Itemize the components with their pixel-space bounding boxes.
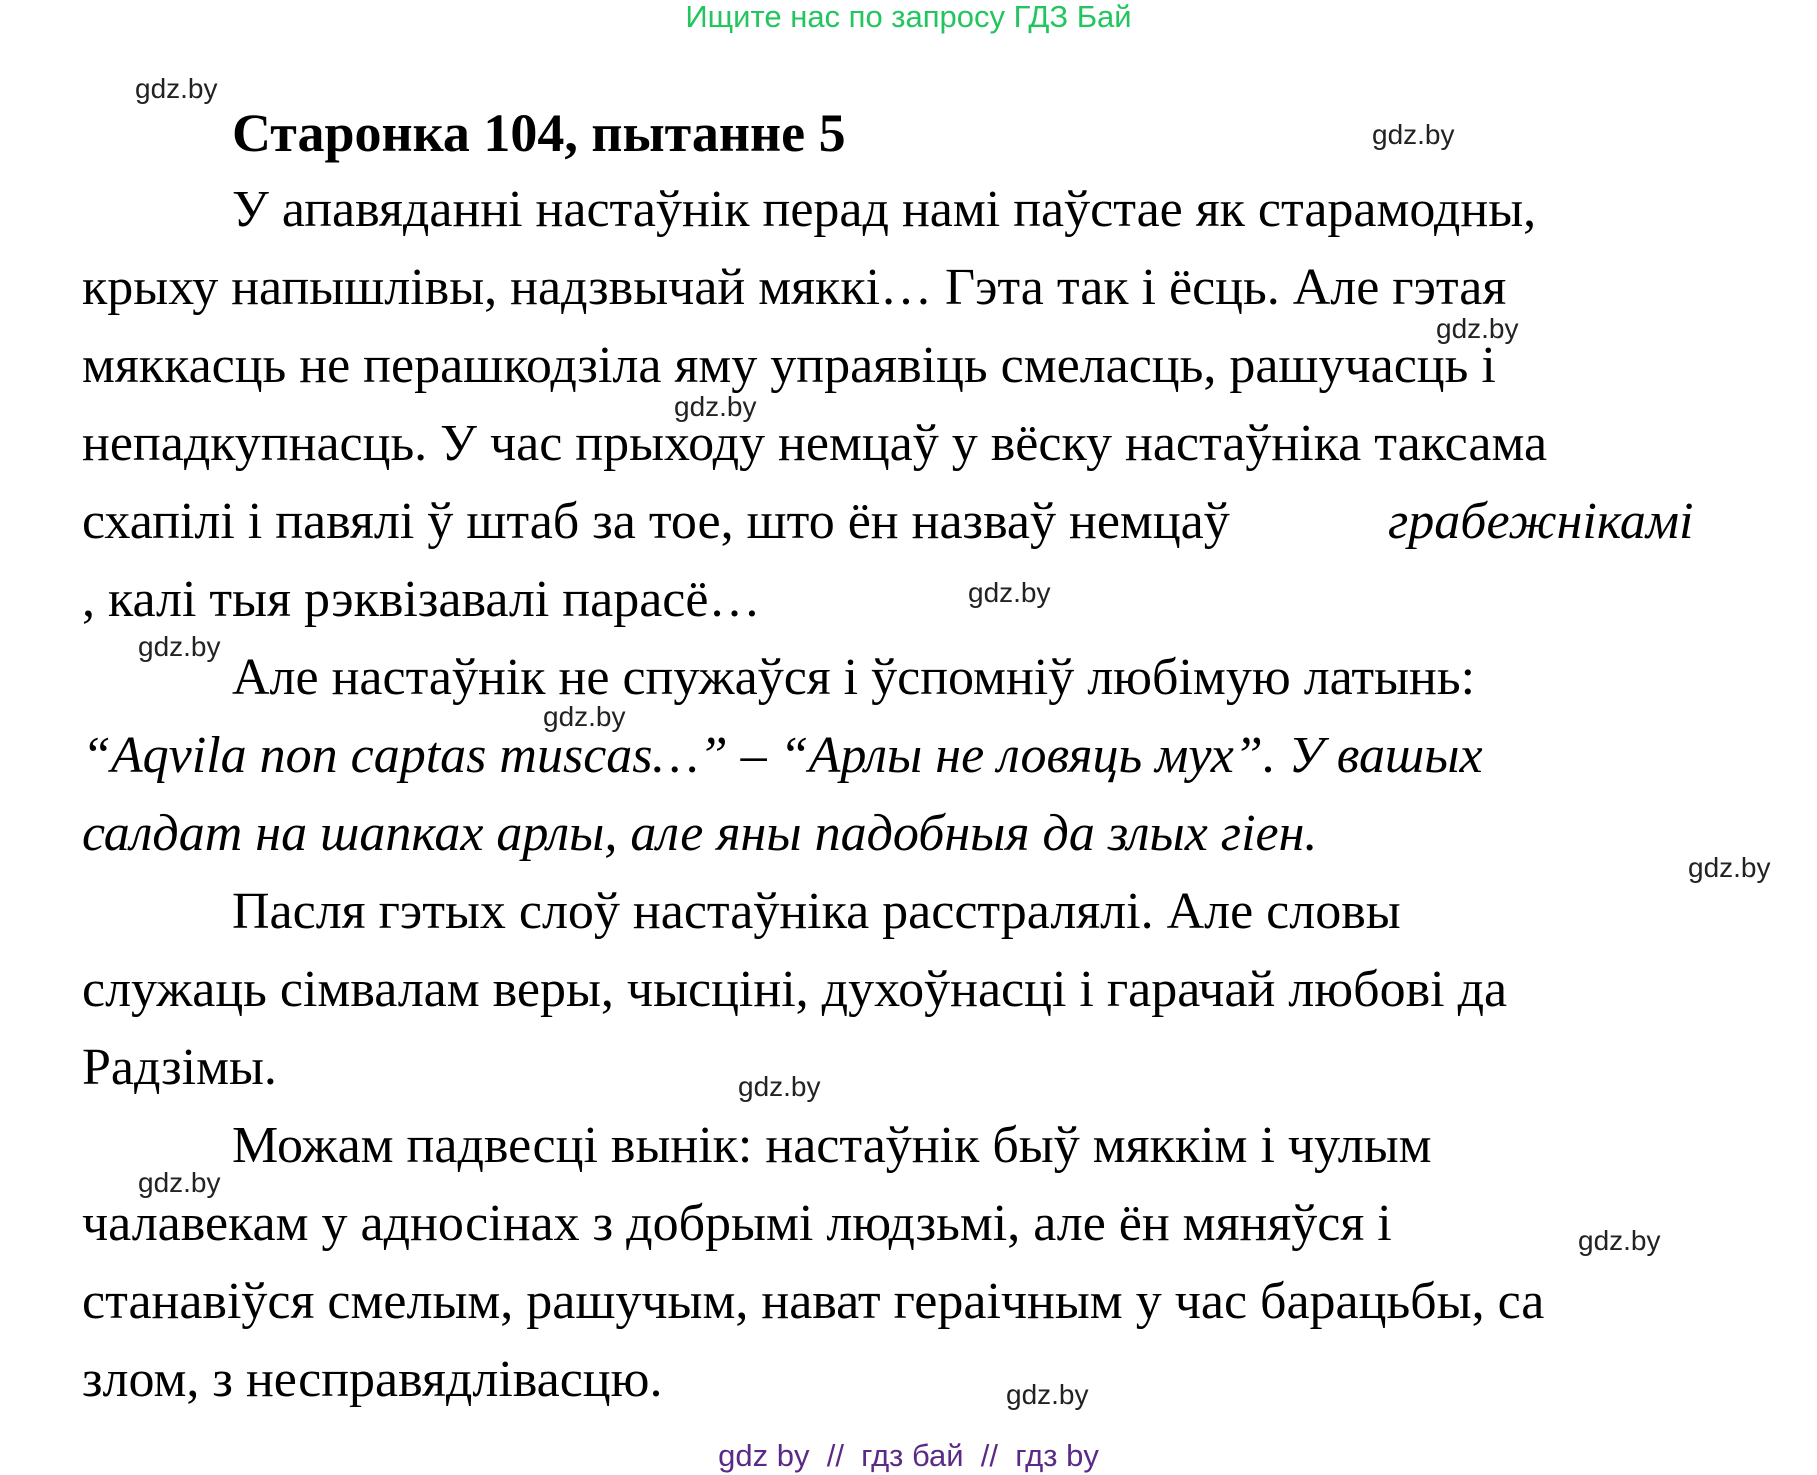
text-line: схапілі і павялі ў штаб за тое, што ён назваў немцаў [82,493,1230,550]
top-banner: Ищите нас по запросу ГДЗ Бай [685,0,1132,34]
text-line: крыху напышлівы, надзвычай мяккі… Гэта так і ёсць. Але гэтая [82,259,1507,316]
text-line: станавіўся смелым, рашучым, нават гераічным у час барацьбы, са [82,1273,1545,1330]
quote-continuation: салдат на шапках арлы, але яны падобныя да злых гіен. [82,805,1318,862]
watermark: gdz.by [1372,119,1455,150]
latin-quote: “Aqvila non captas muscas…” – “Арлы не ловяць мух”. У вашых [82,727,1483,784]
text-line: Радзімы. [82,1039,277,1096]
footer-links: gdz by // гдз бай // гдз by [718,1438,1099,1473]
text-line: непадкупнасць. У час прыходу немцаў у вёску настаўніка таксама [82,415,1548,472]
page-title: Старонка 104, пытанне 5 [232,103,846,163]
text-line: служаць сімвалам веры, чысціні, духоўнасці і гарачай любові да [82,961,1508,1018]
italic-word: грабежнікамі [1388,493,1694,550]
watermark: gdz.by [135,73,218,104]
text-line: Пасля гэтых слоў настаўніка расстралялі. Але словы [232,883,1401,940]
text-line: У апавяданні настаўнік перад намі паўстае як старамодны, [232,181,1537,238]
watermark: gdz.by [1578,1225,1661,1256]
watermark: gdz.by [1006,1379,1089,1410]
watermark: gdz.by [674,391,757,422]
text-line: , калі тыя рэквізавалі парасё… [82,571,761,628]
text-line: Але настаўнік не спужаўся і ўспомніў любімую латынь: [232,649,1476,706]
text-line: мяккасць не перашкодзіла яму упраявіць смеласць, рашучасць і [82,337,1496,394]
watermark: gdz.by [543,701,626,732]
watermark: gdz.by [138,631,221,662]
watermark: gdz.by [738,1071,821,1102]
text-line: чалавекам у адносінах з добрымі людзьмі, але ён мяняўся і [82,1195,1392,1252]
watermark: gdz.by [1688,852,1771,883]
text-line: Можам падвесці вынік: настаўнік быў мяккім і чулым [232,1117,1432,1174]
watermark: gdz.by [968,577,1051,608]
watermark: gdz.by [138,1167,221,1198]
text-line: злом, з несправядлівасцю. [82,1351,663,1408]
watermark: gdz.by [1436,313,1519,344]
